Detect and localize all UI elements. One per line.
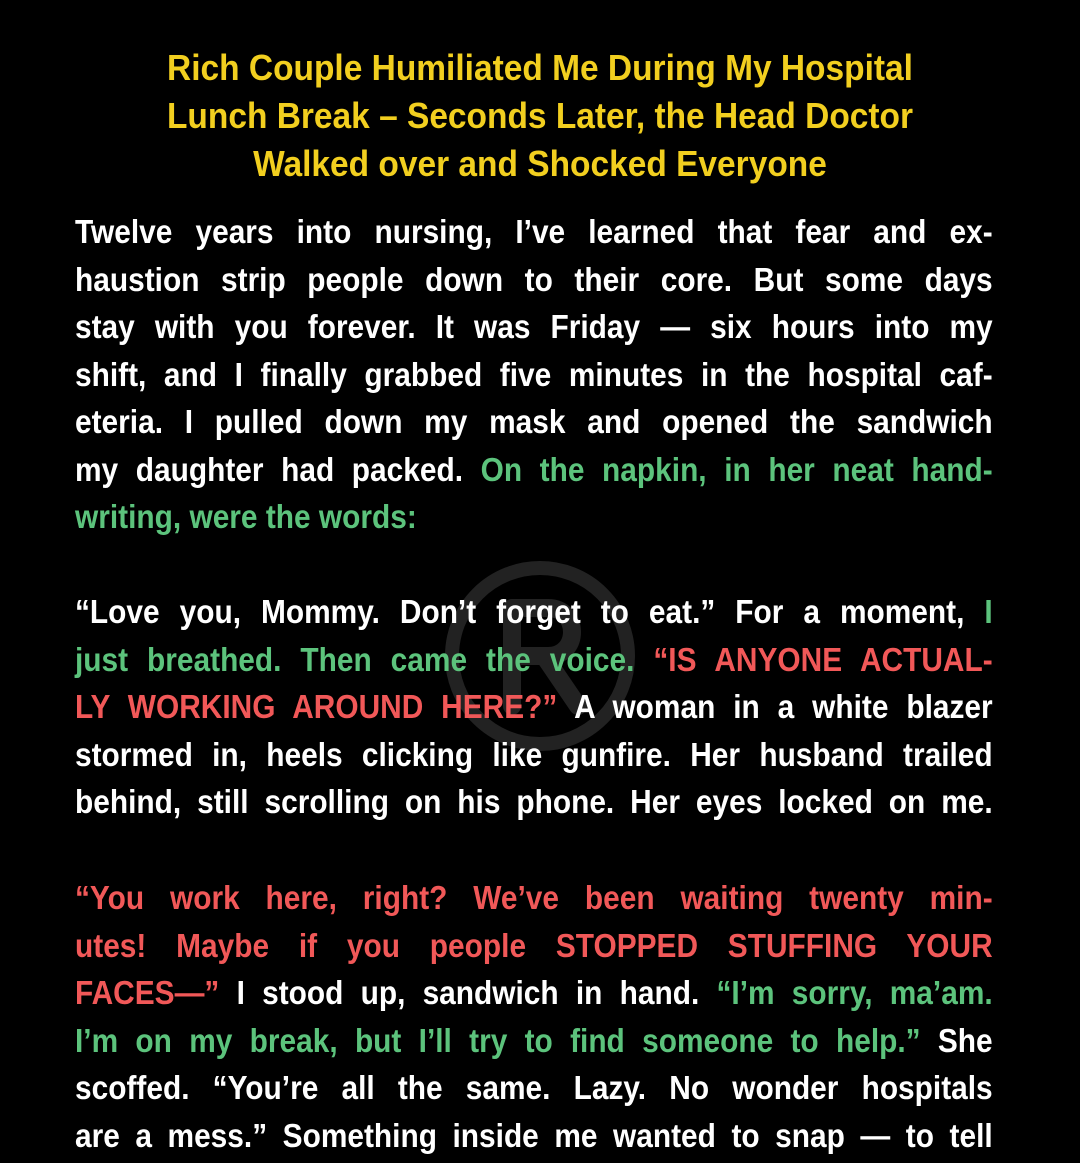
- text-line: [75, 588, 993, 636]
- highlight-green: “I’m sorry, ma’am.: [716, 974, 993, 1011]
- highlight-green: just breathed. Then came the voice.: [75, 640, 654, 678]
- paragraph-confrontation: [75, 588, 993, 826]
- text-span: A woman in a white blazer: [557, 688, 993, 725]
- highlight-green: I’m on my break, but I’ll try to find someone to help.”: [75, 1021, 921, 1059]
- text-line: stormed in, heels clicking like gunfire. Her husband trailed: [75, 735, 993, 773]
- highlight-red: utes! Maybe if you people STOPPED STUFFING YOUR: [75, 926, 993, 964]
- highlight-green: On the napkin, in her neat hand-: [480, 450, 993, 488]
- text-line: shift, and I finally grabbed five minutes in the hospital caf-: [75, 355, 993, 393]
- text-line: [75, 683, 993, 731]
- text-line: [75, 636, 993, 684]
- text-line: behind, still scrolling on his phone. Her eyes locked on me.: [75, 783, 993, 820]
- title-line: Rich Couple Humiliated Me During My Hospital: [167, 47, 913, 88]
- text-span: I stood up, sandwich in hand.: [219, 974, 717, 1011]
- highlight-green: writing, were the words:: [75, 498, 417, 535]
- text-span: She: [920, 1021, 993, 1059]
- text-line: scoffed. “You’re all the same. Lazy. No wonder hospitals: [75, 1069, 993, 1106]
- text-span: my daughter had packed.: [75, 450, 481, 488]
- text-line: [75, 446, 993, 494]
- text-line: Twelve years into nursing, I’ve learned that fear and ex-: [75, 213, 993, 250]
- text-line: haustion strip people down to their core. But some days: [75, 260, 993, 298]
- title-line: Walked over and Shocked Everyone: [253, 143, 827, 184]
- highlight-red: “IS ANYONE ACTUAL-: [653, 640, 993, 678]
- text-line: are a mess.” Something inside me wanted to snap — to tell: [75, 1116, 993, 1154]
- title-line: Lunch Break – Seconds Later, the Head Doctor: [166, 95, 914, 136]
- highlight-red: LY WORKING AROUND HERE?”: [75, 688, 558, 725]
- text-line: [75, 969, 993, 1017]
- text-span: “Love you, Mommy. Don’t forget to eat.” For a moment,: [75, 593, 985, 630]
- highlight-red: “You work here, right? We’ve been waiting twenty min-: [75, 879, 993, 916]
- text-line: eteria. I pulled down my mask and opened the sandwich: [75, 403, 993, 440]
- story-title: [122, 44, 959, 188]
- text-line: stay with you forever. It was Friday — six hours into my: [75, 308, 993, 345]
- paragraph-dialogue: [75, 874, 993, 1159]
- text-line: [75, 1017, 993, 1065]
- paragraph-intro: [75, 208, 993, 541]
- highlight-green: I: [984, 593, 993, 630]
- highlight-red: FACES—”: [75, 974, 220, 1011]
